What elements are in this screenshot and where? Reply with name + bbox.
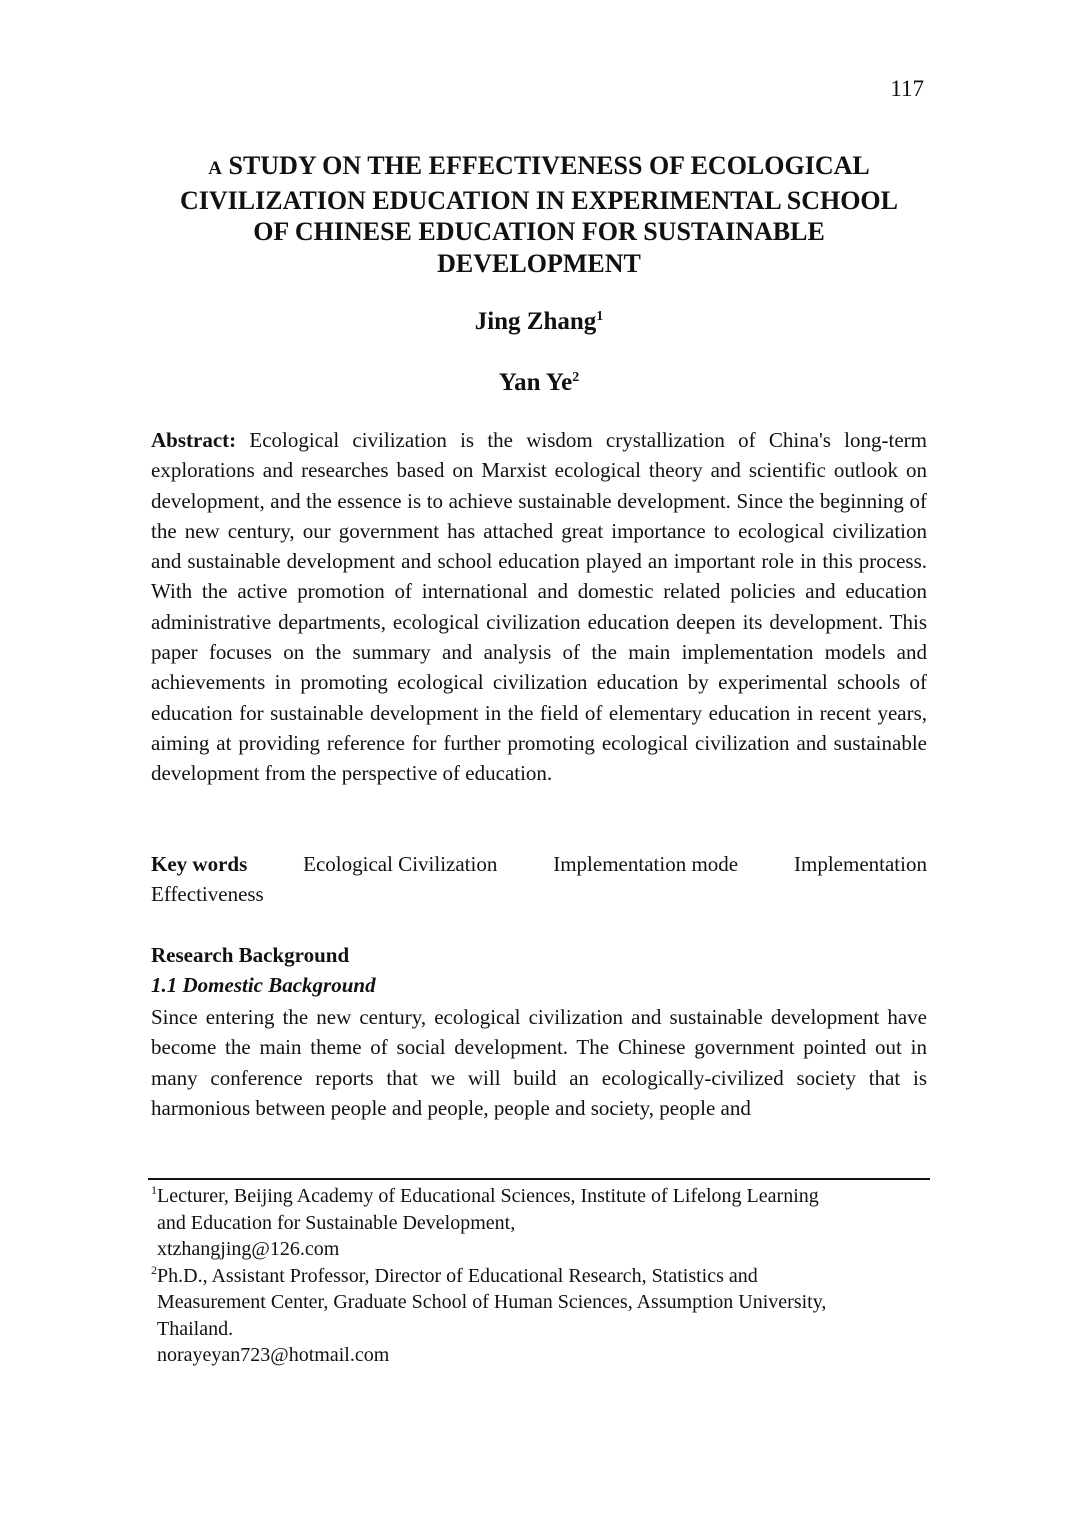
- section-heading: Research Background: [151, 943, 350, 967]
- keywords-continuation: Effectiveness: [151, 882, 264, 906]
- footnote-mark: 2: [572, 370, 580, 385]
- keywords: [151, 849, 927, 909]
- footnote-2: [151, 1263, 931, 1369]
- keyword-item: Implementation: [794, 852, 927, 876]
- title-line-1: STUDY ON THE EFFECTIVENESS OF ECOLOGICAL: [228, 151, 870, 180]
- footnote-text: Lecturer, Beijing Academy of Educational Sciences, Institute of Lifelong Learning: [157, 1185, 819, 1207]
- abstract-label: Abstract:: [151, 428, 237, 452]
- author-name: Jing Zhang: [474, 308, 597, 335]
- footnote-line: Thailand.: [157, 1317, 234, 1340]
- keywords-label: Key words: [151, 852, 248, 876]
- footnote-mark: 2: [151, 1262, 157, 1277]
- footnote-divider: [148, 1178, 930, 1180]
- footnote-line: [151, 1263, 931, 1290]
- paper-title: [151, 150, 927, 279]
- abstract: [151, 425, 927, 789]
- footnote-email: norayeyan723@hotmail.com: [157, 1344, 390, 1366]
- footnote-mark: 1: [151, 1183, 157, 1197]
- title-line-4: DEVELOPMENT: [437, 248, 641, 278]
- author-yan-ye: [151, 369, 927, 397]
- keyword-item: Implementation mode: [553, 852, 739, 876]
- abstract-text: Ecological civilization is the wisdom crystallization of China's long-term explorations and researches based on Marxist ecological theory and scientific outlook on development, and the essence is to achieve sustainable development. Since the beginning of the new century, our government has attached great importance to ecological civilization and sustainable development and school education played an important role in this process. With the active promotion of international and domestic related policies and education administrative departments, ecological civilization education deepen its development. This paper focuses on the summary and analysis of the main implementation models and achievements in promoting ecological civilization education by experimental schools of education for sustainable development in the field of elementary education in recent years, aiming at providing reference for further promoting ecological civilization and sustainable development from the perspective of education.: [151, 428, 927, 786]
- footnote-text: Ph.D., Assistant Professor, Director of Educational Research, Statistics and: [157, 1264, 758, 1287]
- keywords-line: [151, 849, 927, 879]
- footnote-line: [151, 1183, 931, 1210]
- title-prefix: A: [208, 158, 222, 179]
- keyword-item: Ecological Civilization: [303, 852, 498, 876]
- title-line-3: OF CHINESE EDUCATION FOR SUSTAINABLE: [253, 217, 825, 246]
- footnotes: [151, 1183, 931, 1369]
- footnote-1: [151, 1183, 931, 1263]
- page-number: 117: [890, 76, 924, 101]
- footnote-line: Measurement Center, Graduate School of Human Sciences, Assumption University,: [157, 1291, 827, 1313]
- footnote-line: and Education for Sustainable Development,: [157, 1211, 516, 1234]
- footnote-mark: 1: [596, 309, 604, 324]
- author-name: Yan Ye: [498, 369, 573, 396]
- subsection-heading: 1.1 Domestic Background: [151, 973, 376, 997]
- section-paragraph: Since entering the new century, ecological civilization and sustainable development have become the main theme of social development. The Chinese government pointed out in many conference reports that we will build an ecologically-civilized society that is harmonious between people and people, people and society, people and: [151, 1005, 927, 1120]
- title-line-2: CIVILIZATION EDUCATION IN EXPERIMENTAL SCHOOL: [179, 185, 898, 215]
- footnote-email: xtzhangjing@126.com: [157, 1238, 340, 1260]
- author-jing-zhang: [151, 308, 927, 336]
